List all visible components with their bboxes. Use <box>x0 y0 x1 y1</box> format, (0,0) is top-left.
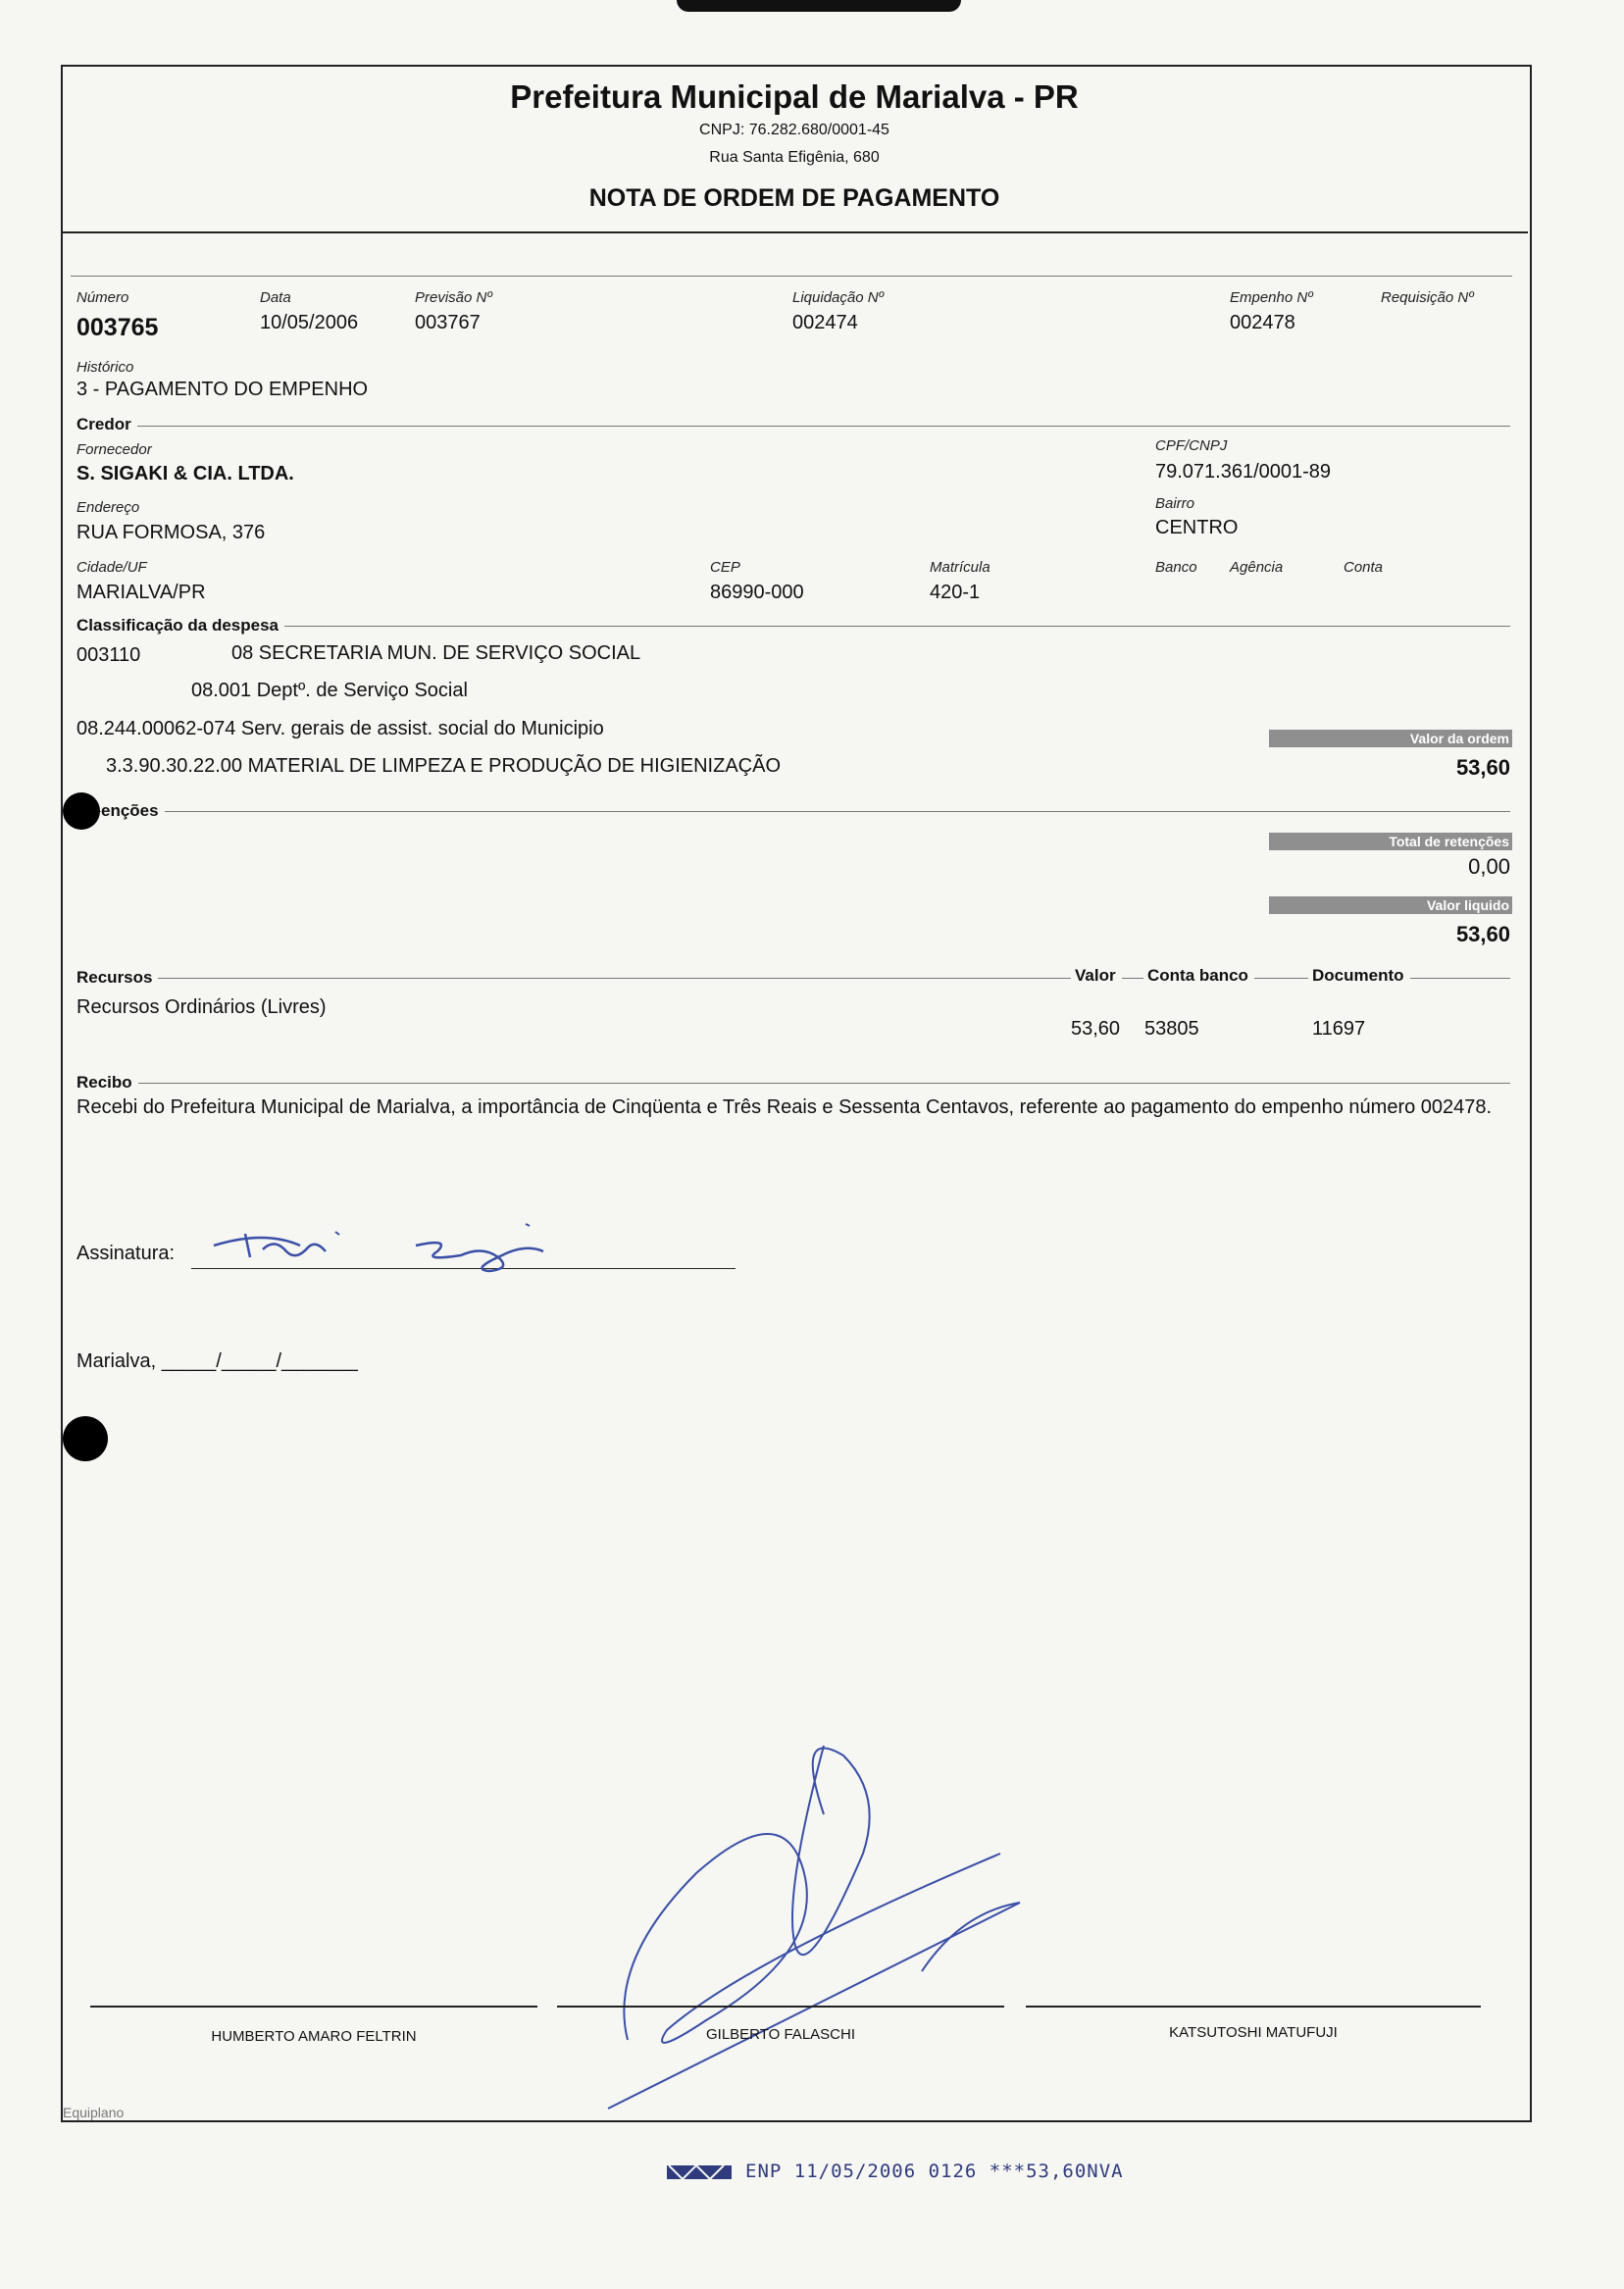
signatory-1: HUMBERTO AMARO FELTRIN <box>211 2028 417 2045</box>
credor-section-label: Credor <box>76 415 137 434</box>
recursos-valor-label: Valor <box>1071 966 1122 986</box>
total-retencoes-value: 0,00 <box>1468 854 1510 879</box>
recursos-documento: 11697 <box>1312 1018 1366 1040</box>
numero-value: 003765 <box>76 314 159 341</box>
matricula-value: 420-1 <box>930 582 981 603</box>
cep-value: 86990-000 <box>710 582 804 603</box>
elemento-despesa: 3.3.90.30.22.00 MATERIAL DE LIMPEZA E PRODUÇÃO DE HIGIENIZAÇÃO <box>106 755 781 777</box>
valor-liquido-label: Valor liquido <box>1269 896 1512 914</box>
data-value: 10/05/2006 <box>260 312 359 333</box>
handwritten-signature <box>206 1212 618 1283</box>
recursos-conta-banco-label: Conta banco <box>1143 966 1254 986</box>
conta-label: Conta <box>1344 559 1384 576</box>
classificacao-rule <box>76 626 1510 627</box>
numero-label: Número <box>76 289 129 306</box>
endereco-label: Endereço <box>76 499 140 516</box>
empenho-label: Empenho Nº <box>1230 289 1313 306</box>
recursos-section-label: Recursos <box>76 968 158 988</box>
signature-line-3 <box>1026 2006 1481 2008</box>
header-divider-thin <box>71 276 1512 277</box>
recibo-text: Recebi do Prefeitura Municipal de Marialva, a importância de Cinqüenta e Três Reais e Sessenta Centavos, referente ao pagamento do empenho número 002478. <box>76 1096 1493 1118</box>
liquidacao-label: Liquidação Nº <box>792 289 885 306</box>
assinatura-label: Assinatura: <box>76 1243 176 1264</box>
fornecedor-value: S. SIGAKI & CIA. LTDA. <box>76 463 294 484</box>
cnpj: CNPJ: 76.282.680/0001-45 <box>699 122 889 138</box>
valor-ordem-label: Valor da ordem <box>1269 730 1512 747</box>
data-label: Data <box>260 289 291 306</box>
header-divider <box>61 231 1528 233</box>
valor-ordem-value: 53,60 <box>1455 755 1510 780</box>
retencoes-section-label: enções <box>101 801 165 821</box>
historico-value: 3 - PAGAMENTO DO EMPENHO <box>76 379 369 400</box>
programa: 08.244.00062-074 Serv. gerais de assist. social do Municipio <box>76 718 604 739</box>
classificacao-section-label: Classificação da despesa <box>76 616 284 636</box>
signatory-3: KATSUTOSHI MATUFUJI <box>1169 2024 1338 2041</box>
recursos-fonte: Recursos Ordinários (Livres) <box>76 996 327 1018</box>
signature-line-2 <box>557 2006 1004 2008</box>
empenho-value: 002478 <box>1230 312 1295 333</box>
recibo-rule <box>76 1083 1510 1084</box>
recibo-section-label: Recibo <box>76 1073 138 1093</box>
signature-scribble <box>588 1736 1040 2128</box>
address: Rua Santa Efigênia, 680 <box>709 149 880 166</box>
recursos-documento-label: Documento <box>1308 966 1410 986</box>
fornecedor-label: Fornecedor <box>76 441 152 458</box>
local-data: Marialva, _____/_____/_______ <box>76 1350 358 1372</box>
recursos-rule <box>76 978 1510 979</box>
historico-label: Histórico <box>76 359 134 376</box>
signature-line-1 <box>90 2006 537 2008</box>
header <box>61 65 1528 231</box>
cidade-label: Cidade/UF <box>76 559 147 576</box>
recursos-valor: 53,60 <box>1071 1018 1121 1040</box>
valor-liquido-value: 53,60 <box>1455 922 1510 946</box>
previsao-label: Previsão Nº <box>415 289 492 306</box>
cpf-value: 79.071.361/0001-89 <box>1155 461 1332 483</box>
total-retencoes-label: Total de retenções <box>1269 833 1512 850</box>
credor-rule <box>76 426 1510 427</box>
liquidacao-value: 002474 <box>792 312 858 333</box>
punch-hole <box>63 792 100 830</box>
previsao-value: 003767 <box>415 312 481 333</box>
requisicao-label: Requisição Nº <box>1381 289 1474 306</box>
departamento: 08.001 Deptº. de Serviço Social <box>191 680 468 701</box>
punch-hole-2 <box>63 1416 108 1461</box>
banco-label: Banco <box>1155 559 1197 576</box>
secretaria: 08 SECRETARIA MUN. DE SERVIÇO SOCIAL <box>231 642 641 664</box>
bank-stamp-logo <box>665 2160 736 2183</box>
signatory-2: GILBERTO FALASCHI <box>706 2026 855 2043</box>
software-footer: Equiplano <box>63 2105 125 2120</box>
endereco-value: RUA FORMOSA, 376 <box>76 522 266 543</box>
bank-stamp: ENP 11/05/2006 0126 ***53,60NVA <box>745 2161 1124 2182</box>
matricula-label: Matrícula <box>930 559 990 576</box>
cep-label: CEP <box>710 559 740 576</box>
bairro-value: CENTRO <box>1155 517 1239 538</box>
retencoes-rule <box>76 811 1510 812</box>
document-title: NOTA DE ORDEM DE PAGAMENTO <box>588 184 1000 212</box>
cidade-value: MARIALVA/PR <box>76 582 206 603</box>
bairro-label: Bairro <box>1155 495 1195 512</box>
municipality-title: Prefeitura Municipal de Marialva - PR <box>510 78 1079 115</box>
agencia-label: Agência <box>1230 559 1284 576</box>
classificacao-code: 003110 <box>76 644 141 666</box>
cpf-label: CPF/CNPJ <box>1155 437 1228 454</box>
recursos-conta-banco: 53805 <box>1144 1018 1199 1040</box>
scan-smudge <box>677 0 961 12</box>
